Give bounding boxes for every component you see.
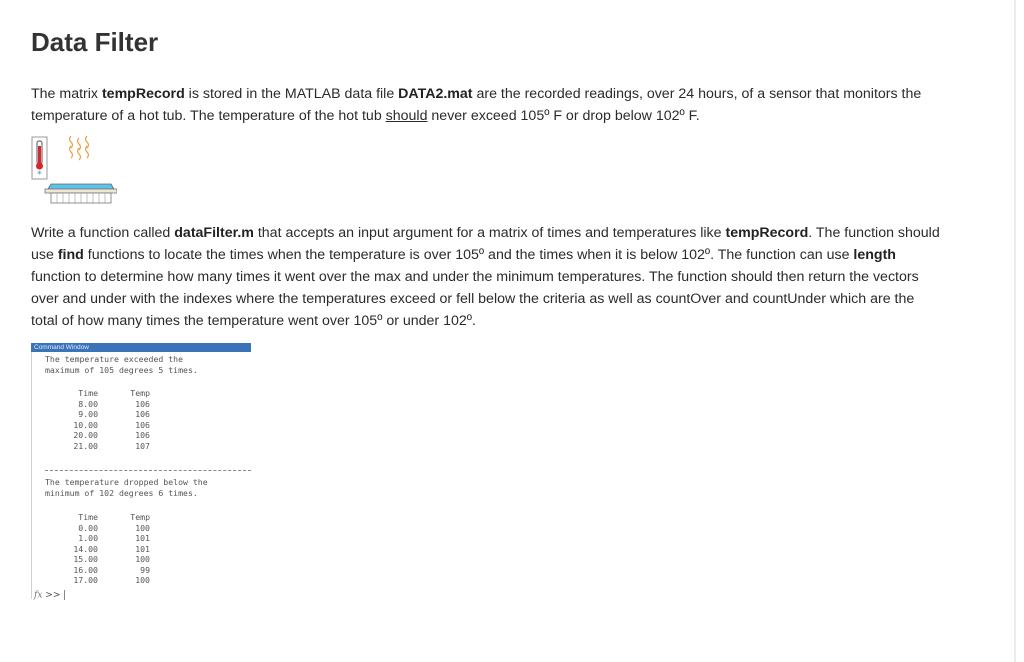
page-title: Data Filter: [31, 27, 159, 57]
over-time-cell: 20.00: [73, 430, 98, 440]
under-temp-cell: 99: [140, 564, 150, 575]
under-time-cell: 1.00: [78, 533, 98, 543]
func-length: length: [853, 247, 896, 263]
var-temprecord: tempRecord: [101, 86, 185, 102]
file-data2: DATA2.mat: [398, 86, 473, 102]
under-time-header: Time: [78, 512, 98, 522]
text-caret: [64, 590, 65, 600]
over-time-cell: 9.00: [78, 409, 98, 419]
over-time-cell: 21.00: [73, 440, 98, 451]
over-temp-cell: 106: [135, 430, 150, 440]
over-temp-cell: 106: [135, 419, 150, 430]
over-temp-cell: 106: [135, 409, 150, 419]
under-message-line1: The temperature dropped below the: [45, 477, 208, 487]
over-time-cell: 10.00: [73, 419, 98, 430]
under-time-cell: 16.00: [73, 564, 98, 575]
command-window-screenshot: [31, 343, 251, 599]
command-prompt: [34, 590, 65, 601]
hot-tub-thermometer-icon: [31, 136, 117, 206]
intro-paragraph: The matrix tempRecord is stored in the MATLAB data file DATA2.mat are the recorded readings, over 24 hours, of a sensor that monitors the temperature of a hot tub. The temperature of the hot tub should never exceed 105º F or drop below 102º F.: [31, 86, 922, 124]
svg-text:*: *: [37, 170, 42, 180]
under-temp-cell: 101: [135, 543, 150, 554]
dashed-separator: [45, 470, 251, 471]
func-datafilter: dataFilter.m: [174, 225, 254, 241]
under-temp-cell: 100: [135, 575, 150, 585]
under-time-cell: 0.00: [78, 522, 98, 533]
under-time-cell: 17.00: [73, 575, 98, 585]
under-message-line2: minimum of 102 degrees 6 times.: [45, 488, 198, 498]
over-temp-header: Temp: [130, 388, 150, 398]
over-time-header: Time: [78, 388, 98, 398]
command-window-title: Command Window: [31, 343, 251, 352]
under-temp-cell: 100: [135, 522, 150, 533]
func-find: find: [57, 247, 84, 263]
var-temprecord-2: tempRecord: [725, 225, 809, 241]
task-paragraph: Write a function called dataFilter.m that accepts an input argument for a matrix of times and temperatures like tempRecord. The function should use find functions to locate the times when the temperature is over 105º and the times when it is below 102º. The function can use length function to determine how many times it went over the max and under the minimum temperatures. The function should then return the vectors over and under with the indexes where the temperatures exceed or fell below the criteria as well as countOver and countUnder which are the total of how many times the temperature went over 105º or under 102º.: [31, 225, 940, 329]
underlined-should: should: [385, 108, 428, 124]
command-window-body: [31, 352, 252, 599]
over-message-line1: The temperature exceeded the: [45, 354, 184, 364]
prompt-symbol: >>: [45, 590, 61, 601]
under-time-cell: 15.00: [73, 554, 98, 564]
under-time-cell: 14.00: [73, 543, 98, 554]
over-message-line2: maximum of 105 degrees 5 times.: [45, 365, 198, 375]
under-temp-cell: 101: [135, 533, 150, 543]
over-time-cell: 8.00: [78, 398, 98, 409]
scrollbar-track[interactable]: [1014, 0, 1016, 662]
over-temp-cell: 107: [135, 440, 150, 451]
under-temp-header: Temp: [130, 512, 150, 522]
fx-icon: fx: [34, 590, 43, 601]
under-temp-cell: 100: [135, 554, 150, 564]
over-temp-cell: 106: [135, 398, 150, 409]
